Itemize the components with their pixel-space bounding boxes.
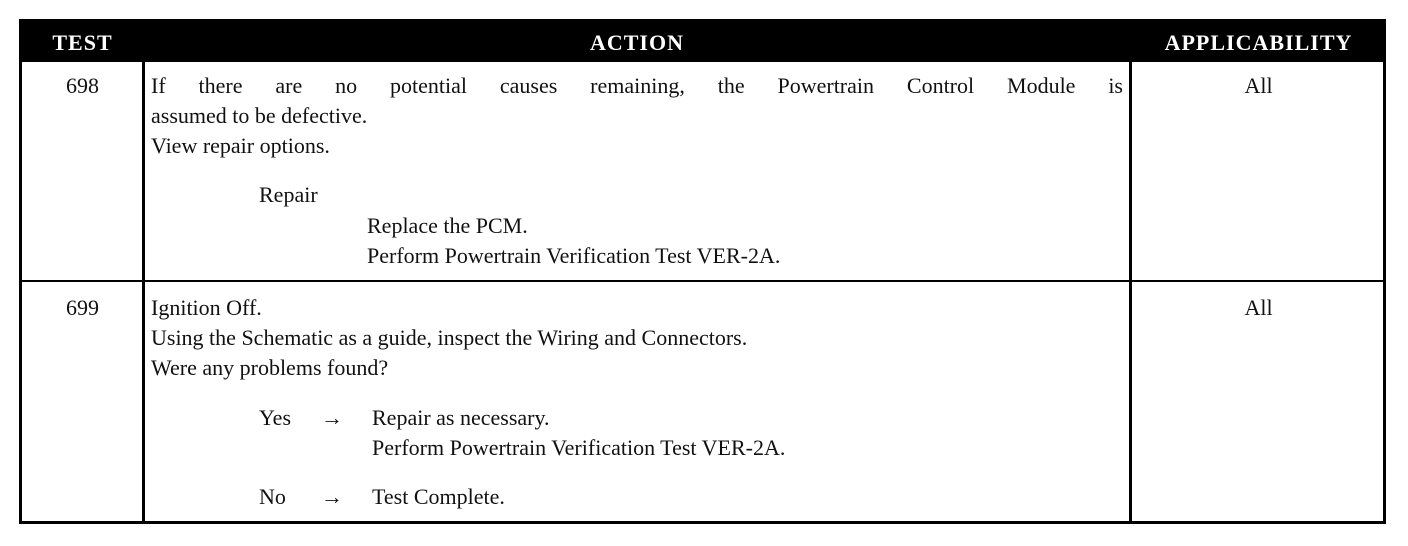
repair-step: Perform Powertrain Verification Test VER-2A.: [367, 243, 781, 268]
row-divider: [22, 280, 1383, 282]
no-label: No: [259, 484, 286, 509]
column-divider: [1129, 62, 1132, 521]
table-header: [22, 22, 1383, 62]
applicability-value: All: [1244, 73, 1273, 98]
action-line: Ignition Off.: [151, 295, 262, 320]
action-line: If there are no potential causes remaining, the Powertrain Control Module is: [151, 73, 1123, 98]
yes-step: Repair as necessary.: [372, 405, 550, 430]
repair-label: Repair: [259, 182, 318, 207]
arrow-icon: →: [321, 405, 343, 430]
action-line: assumed to be defective.: [151, 103, 368, 128]
header-applicability: APPLICABILITY: [1164, 30, 1353, 55]
action-line: Using the Schematic as a guide, inspect the Wiring and Connectors.: [151, 325, 748, 350]
applicability-value: All: [1244, 295, 1273, 320]
repair-step: Replace the PCM.: [367, 213, 528, 238]
arrow-icon: →: [321, 484, 343, 509]
action-line: View repair options.: [151, 133, 330, 158]
header-test: TEST: [52, 30, 113, 55]
test-number: 699: [66, 295, 99, 320]
test-number: 698: [66, 73, 99, 98]
yes-step: Perform Powertrain Verification Test VER-2A.: [372, 435, 786, 460]
header-action: ACTION: [589, 30, 684, 55]
column-divider: [142, 62, 145, 521]
yes-label: Yes: [259, 405, 292, 430]
action-line: Were any problems found?: [151, 355, 389, 380]
diagnostic-test-table: [19, 19, 1386, 524]
no-step: Test Complete.: [372, 484, 505, 509]
